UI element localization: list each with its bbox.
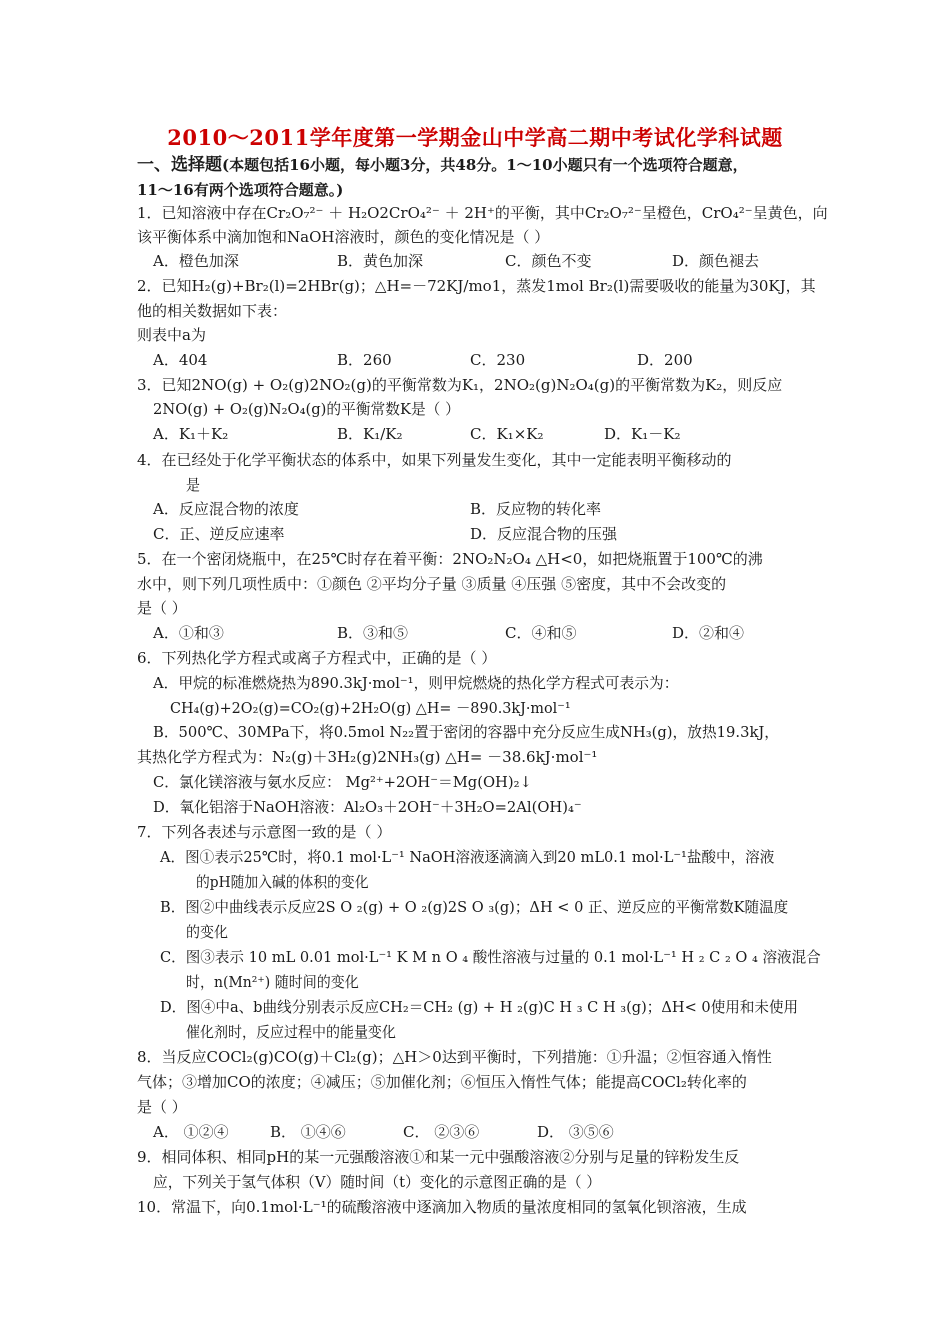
q2-option-a: A．404: [153, 351, 208, 369]
q4-option-a: A．反应混合物的浓度: [153, 500, 299, 518]
q1-line-2: 该平衡体系中滴加饱和NaOH溶液时，颜色的变化情况是（ ）: [137, 228, 550, 246]
q2-option-d: D．200: [637, 351, 693, 369]
q3-option-d: D．K₁－K₂: [604, 425, 681, 443]
q8-option-b: B． ①④⑥: [270, 1123, 346, 1141]
q6-line-1: 6．下列热化学方程式或离子方程式中，正确的是（ ）: [137, 649, 497, 667]
section-description-1: (本题包括16小题，每小题3分，共48分。1～10小题只有一个选项符合题意，: [222, 156, 748, 174]
q2-line-3: 则表中a为: [137, 326, 206, 344]
q1-option-b: B．黄色加深: [337, 252, 424, 270]
q8-line-3: 是（ ）: [137, 1098, 187, 1116]
q9-line-1: 9．相同体积、相同pH的某一元强酸溶液①和某一元中强酸溶液②分别与足量的锌粉发生反: [137, 1148, 740, 1166]
q2-line-2: 他的相关数据如下表：: [137, 302, 288, 320]
q1-option-d: D．颜色褪去: [672, 252, 760, 270]
q1-option-a: A．橙色加深: [153, 252, 239, 270]
q8-option-a: A． ①②④: [153, 1123, 229, 1141]
q5-option-d: D．②和④: [672, 624, 745, 642]
q3-option-b: B．K₁/K₂: [337, 425, 403, 443]
q8-line-2: 气体；③增加CO的浓度；④减压；⑤加催化剂；⑥恒压入惰性气体；能提高COCl₂转化率的: [137, 1073, 747, 1091]
q4-line-1: 4．在已经处于化学平衡状态的体系中，如果下列量发生变化，其中一定能表明平衡移动的: [137, 451, 732, 469]
q7-option-d-line-1: D．图④中a、b曲线分别表示反应CH₂＝CH₂ (g) + H ₂(g)C H ₃ C H ₃(g)；ΔH< 0使用和未使用: [160, 998, 799, 1016]
q4-option-b: B．反应物的转化率: [470, 500, 602, 518]
q7-option-c-line-2: 时，n(Mn²⁺) 随时间的变化: [186, 973, 359, 991]
q4-option-d: D．反应混合物的压强: [470, 525, 618, 543]
exam-title: 2010～2011学年度第一学期金山中学高二期中考试化学科试题: [167, 125, 783, 150]
q3-option-a: A．K₁＋K₂: [153, 425, 229, 443]
q7-option-c-line-1: C．图③表示 10 mL 0.01 mol·L⁻¹ K M n O ₄ 酸性溶液与过量的 0.1 mol·L⁻¹ H ₂ C ₂ O ₄ 溶液混合: [160, 948, 821, 966]
q10-line-1: 10．常温下，向0.1mol·L⁻¹的硫酸溶液中逐滴加入物质的量浓度相同的氢氧化钡溶液，生成: [137, 1198, 747, 1216]
q8-option-d: D． ③⑤⑥: [537, 1123, 614, 1141]
q1-line-1: 1．已知溶液中存在Cr₂O₇²⁻ ＋ H₂O2CrO₄²⁻ ＋ 2H⁺的平衡，其中Cr₂O₇²⁻呈橙色，CrO₄²⁻呈黄色，向: [137, 204, 828, 222]
q3-line-2: 2NO(g) + O₂(g)N₂O₄(g)的平衡常数K是（ ）: [153, 400, 460, 418]
q7-option-b-line-2: 的变化: [186, 923, 228, 941]
q7-line-1: 7．下列各表述与示意图一致的是（ ）: [137, 823, 392, 841]
q8-option-c: C． ②③⑥: [403, 1123, 480, 1141]
q3-line-1: 3．已知2NO(g) + O₂(g)2NO₂(g)的平衡常数为K₁，2NO₂(g)N₂O₄(g)的平衡常数为K₂，则反应: [137, 376, 783, 394]
q8-line-1: 8．当反应COCl₂(g)CO(g)＋Cl₂(g)；△H＞0达到平衡时，下列措施：①升温；②恒容通入惰性: [137, 1048, 772, 1066]
q6-option-c: C．氯化镁溶液与氨水反应： Mg²⁺+2OH⁻＝Mg(OH)₂↓: [153, 773, 532, 791]
q6-option-b-line-1: B．500℃、30MPa下，将0.5mol N₂₂置于密闭的容器中充分反应生成NH₃(g)，放热19.3kJ，: [153, 723, 779, 741]
section-heading: 一、选择题: [137, 155, 222, 175]
q5-line-1: 5．在一个密闭烧瓶中，在25℃时存在着平衡：2NO₂N₂O₄ △H<0，如把烧瓶置于100℃的沸: [137, 550, 763, 568]
q2-option-b: B．260: [337, 351, 392, 369]
q4-option-c: C．正、逆反应速率: [153, 525, 285, 543]
q1-option-c: C．颜色不变: [505, 252, 592, 270]
section-header: [137, 153, 827, 203]
q5-line-3: 是（ ）: [137, 599, 187, 617]
q2-option-c: C．230: [470, 351, 526, 369]
q5-option-a: A．①和③: [153, 624, 224, 642]
q7-option-d-line-2: 催化剂时，反应过程中的能量变化: [186, 1023, 396, 1041]
q7-option-a-line-1: A．图①表示25℃时，将0.1 mol·L⁻¹ NaOH溶液逐滴滴入到20 mL0.1 mol·L⁻¹盐酸中，溶液: [160, 848, 775, 866]
q6-option-a-line-2: CH₄(g)+2O₂(g)=CO₂(g)+2H₂O(g) △H= －890.3kJ·mol⁻¹: [170, 699, 571, 717]
q6-option-d: D．氧化铝溶于NaOH溶液：Al₂O₃＋2OH⁻＋3H₂O=2Al(OH)₄⁻: [153, 798, 582, 816]
q5-option-b: B．③和⑤: [337, 624, 409, 642]
q9-line-2: 应，下列关于氢气体积（V）随时间（t）变化的示意图正确的是（ ）: [153, 1173, 601, 1191]
q6-option-a-line-1: A．甲烷的标准燃烧热为890.3kJ·mol⁻¹，则甲烷燃烧的热化学方程式可表示为：: [153, 674, 679, 692]
q4-line-2: 是: [186, 476, 201, 494]
q7-option-a-line-2: 的pH随加入碱的体积的变化: [196, 873, 369, 891]
q5-line-2: 水中，则下列几项性质中：①颜色 ②平均分子量 ③质量 ④压强 ⑤密度，其中不会改变的: [137, 575, 727, 593]
q7-option-b-line-1: B．图②中曲线表示反应2S O ₂(g) + O ₂(g)2S O ₃(g)；ΔH < 0 正、逆反应的平衡常数K随温度: [160, 898, 789, 916]
q3-option-c: C．K₁×K₂: [470, 425, 544, 443]
q5-option-c: C．④和⑤: [505, 624, 577, 642]
section-description-2: 11～16有两个选项符合题意。): [137, 181, 344, 199]
q6-option-b-line-2: 其热化学方程式为：N₂(g)＋3H₂(g)2NH₃(g) △H= －38.6kJ·mol⁻¹: [137, 748, 598, 766]
q2-line-1: 2．已知H₂(g)+Br₂(l)=2HBr(g)；△H=－72KJ/mo1，蒸发1mol Br₂(l)需要吸收的能量为30KJ，其: [137, 277, 816, 295]
